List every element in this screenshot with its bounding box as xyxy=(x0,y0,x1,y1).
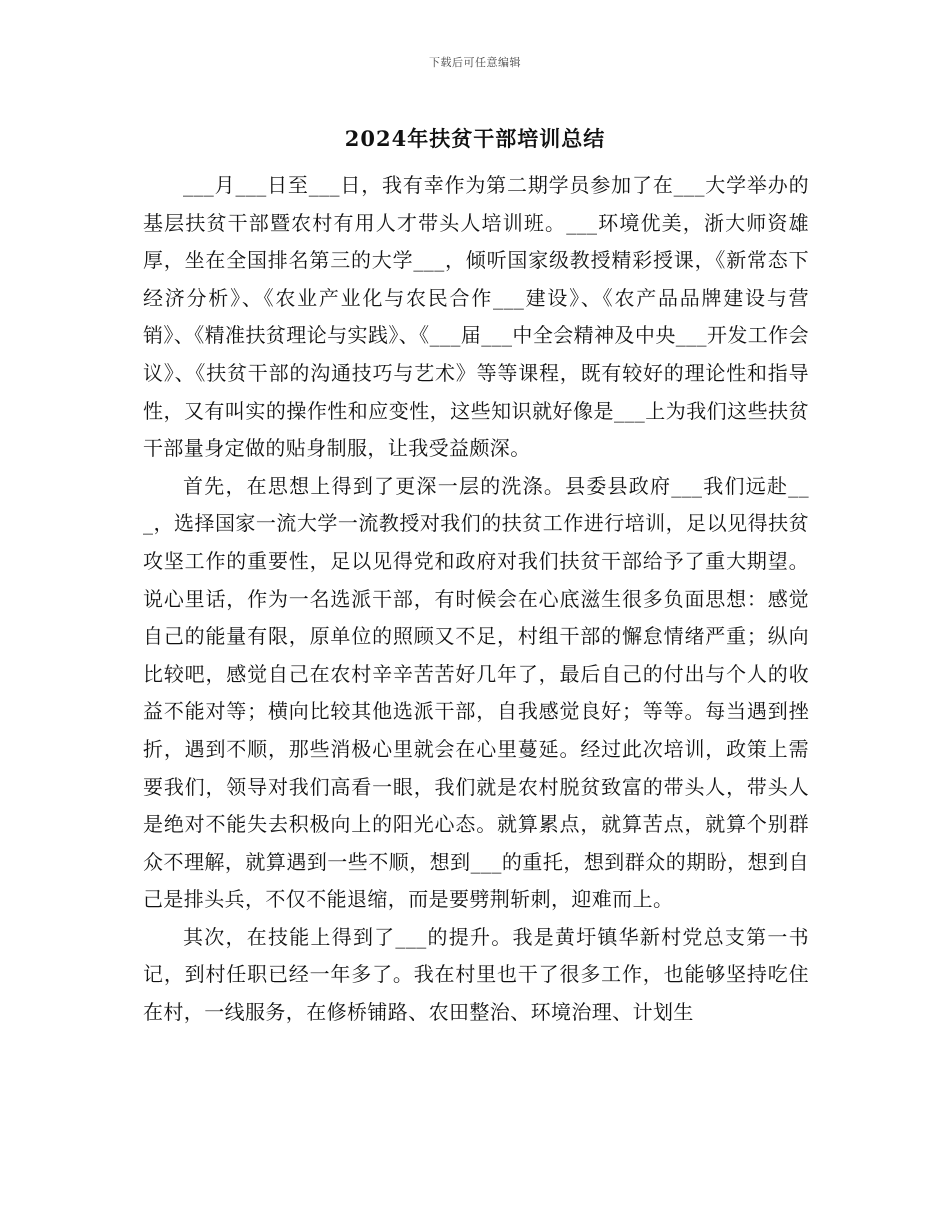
paragraph-2: 首先，在思想上得到了更深一层的洗涤。县委县政府___我们远赴___，选择国家一流大学一流教授对我们的扶贫工作进行培训，足以见得扶贫攻坚工作的重要性，足以见得党和政府对我们扶贫干部给予了重大期望。说心里话，作为一名选派干部，有时候会在心底滋生很多负面思想：感觉自己的能量有限，原单位的照顾又不足，村组干部的懈怠情绪严重；纵向比较吧，感觉自己在农村辛辛苦苦好几年了，最后自己的付出与个人的收益不能对等；横向比较其他选派干部，自我感觉良好；等等。每当遇到挫折，遇到不顺，那些消极心里就会在心里蔓延。经过此次培训，政策上需要我们，领导对我们高看一眼，我们就是农村脱贫致富的带头人，带头人是绝对不能失去积极向上的阳光心态。就算累点，就算苦点，就算个别群众不理解，就算遇到一些不顺，想到___的重托，想到群众的期盼，想到自己是排头兵，不仅不能退缩，而是要劈荆斩刺，迎难而上。 xyxy=(143,473,809,912)
document-body xyxy=(143,167,809,1032)
header-note: 下载后可任意编辑 xyxy=(429,56,521,69)
paragraph-1: ___月___日至___日，我有幸作为第二期学员参加了在___大学举办的基层扶贫干部暨农村有用人才带头人培训班。___环境优美，浙大师资雄厚，坐在全国排名第三的大学___，倾听国家级教授精彩授课，《新常态下经济分析》、《农业产业化与农民合作___建设》、《农产品品牌建设与营销》、《精准扶贫理论与实践》、《___届___中全会精神及中央___开发工作会议》、《扶贫干部的沟通技巧与艺术》等等课程，既有较好的理论性和指导性，又有叫实的操作性和应变性，这些知识就好像是___上为我们这些扶贫干部量身定做的贴身制服，让我受益颇深。 xyxy=(143,173,809,461)
paragraph-3: 其次，在技能上得到了___的提升。我是黄圩镇华新村党总支第一书记，到村任职已经一年多了。我在村里也干了很多工作，也能够坚持吃住在村，一线服务，在修桥铺路、农田整治、环境治理、计划生 xyxy=(143,924,809,1025)
document-title: 2024年扶贫干部培训总结 xyxy=(344,126,606,151)
